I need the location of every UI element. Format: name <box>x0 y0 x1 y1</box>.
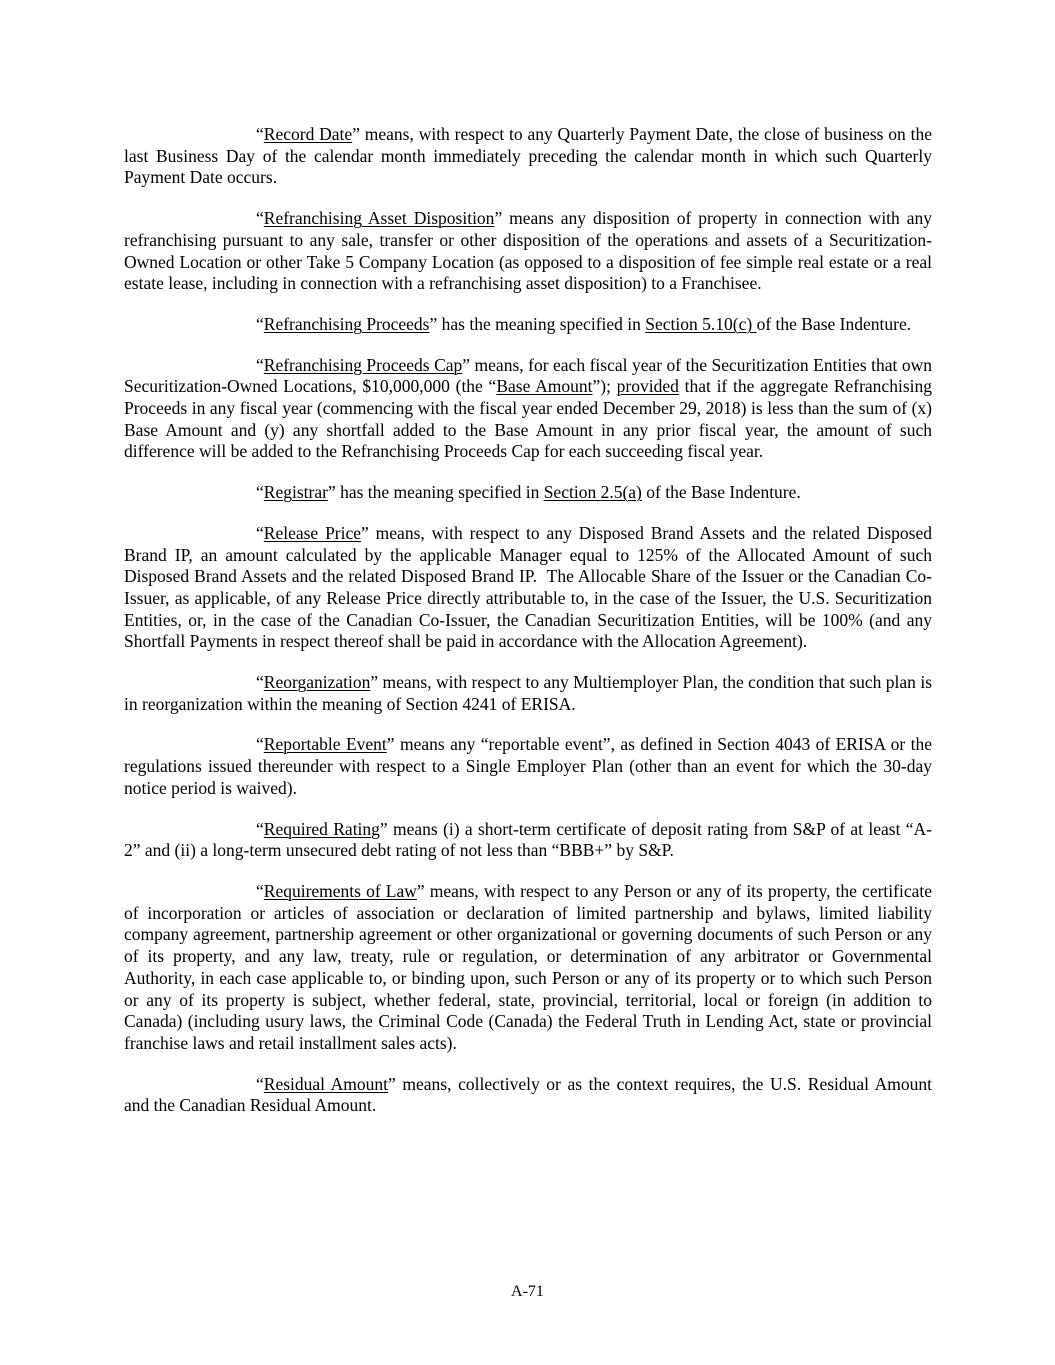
open-quote: “ <box>256 522 264 543</box>
definition-text: of the Base Indenture. <box>756 313 912 334</box>
definition-text: of the Base Indenture. <box>641 482 801 503</box>
proviso-term: provided <box>616 376 679 397</box>
definition-refranchising-asset-disposition <box>124 208 932 295</box>
open-quote: “ <box>256 818 264 839</box>
definition-refranchising-proceeds-cap <box>124 355 932 464</box>
definition-text: ” means, with respect to any Multiemployer Plan, the condition that such plan is in reorganization within the meaning of Section 4241 of ERISA. <box>124 672 932 714</box>
defined-term: Registrar <box>263 482 328 503</box>
definition-text: that if the aggregate Refranchising Proceeds in any fiscal year (commencing with the fiscal year ended December 29, 2018) is less than the sum of (x) Base Amount and (y) any shortfall added to the Base Amount in any prior fiscal year, the amount of such difference will be added to the Refranchising Proceeds Cap for each succeeding fiscal year. <box>124 376 932 462</box>
open-quote: “ <box>256 734 264 755</box>
open-quote: “ <box>256 124 264 144</box>
definition-text: ” means, with respect to any Person or any of its property, the certificate of incorporation or articles of association or declaration of limited partnership and bylaws, limited liability company agreement, partnership agreement or other organizational or governing documents of such Person or any of its property, and any law, treaty, rule or regulation, or determination of any arbitrator or Governmental Authority, in each case applicable to, or binding upon, such Person or any of its property or to which such Person or any of its property is subject, whether federal, state, provincial, territorial, local or foreign (in addition to Canada) (including usury laws, the Criminal Code (Canada) the Federal Truth in Lending Act, state or provincial franchise laws and retail installment sales acts). <box>124 880 932 1053</box>
page-number: A-71 <box>511 1283 544 1300</box>
definition-reportable-event <box>124 734 932 799</box>
definition-reorganization <box>124 672 932 715</box>
definition-text: ”); <box>592 376 617 397</box>
open-quote: “ <box>256 482 264 503</box>
definition-text: ” means, collectively or as the context requires, the U.S. Residual Amount and the Canadian Residual Amount. <box>124 1073 933 1116</box>
definition-refranchising-proceeds <box>124 314 932 336</box>
definition-requirements-of-law <box>124 881 932 1055</box>
open-quote: “ <box>256 1073 264 1094</box>
defined-term: Refranchising Proceeds Cap <box>263 354 463 375</box>
definition-release-price <box>124 522 937 653</box>
definition-text: ” has the meaning specified in <box>327 482 544 503</box>
defined-term: Required Rating <box>263 818 380 839</box>
defined-term: Refranchising Asset Disposition <box>263 208 495 229</box>
defined-term: Refranchising Proceeds <box>263 313 430 334</box>
definition-residual-amount <box>124 1074 932 1117</box>
definition-text: ” means any disposition of property in connection with any refranchising pursuant to any sale, transfer or other disposition of the operations and assets of a Securitization-Owned Location or other Take 5 Company Location (as opposed to a disposition of fee simple real estate or a real estate lease, including in connection with a refranchising asset disposition) to a Franchisee. <box>124 208 932 294</box>
definition-registrar <box>124 482 932 504</box>
defined-term: Base Amount <box>496 376 593 397</box>
open-quote: “ <box>256 208 264 229</box>
definition-required-rating <box>124 819 932 862</box>
open-quote: “ <box>256 313 264 334</box>
document-body <box>124 124 937 1136</box>
definition-text: ” means any “reportable event”, as defined in Section 4043 of ERISA or the regulations issued thereunder with respect to a Single Employer Plan (other than an event for which the 30-day notice period is waived). <box>124 734 932 798</box>
defined-term: Release Price <box>263 522 362 543</box>
open-quote: “ <box>256 354 264 375</box>
open-quote: “ <box>256 672 264 693</box>
open-quote: “ <box>256 880 264 901</box>
defined-term: Record Date <box>263 124 353 144</box>
definition-text: ” has the meaning specified in <box>429 313 646 334</box>
defined-term: Reportable Event <box>263 734 387 755</box>
defined-term: Requirements of Law <box>263 880 417 901</box>
defined-term: Residual Amount <box>263 1073 389 1094</box>
definition-text: ” means, with respect to any Disposed Brand Assets and the related Disposed Brand IP, an amount calculated by the applicable Manager equal to 125% of the Allocated Amount of such Disposed Brand Assets and the related Disposed Brand IP. The Allocable Share of the Issuer or the Canadian Co-Issuer, as applicable, of any Release Price directly attributable to, in the case of the Issuer, the U.S. Securitization Entities, or, in the case of the Canadian Co-Issuer, the Canadian Securitization Entities, will be 100% (and any Shortfall Payments in respect thereof shall be paid in accordance with the Allocation Agreement). <box>124 522 937 652</box>
section-reference: Section 5.10(c) <box>645 313 757 334</box>
definition-text: ” means, with respect to any Quarterly Payment Date, the close of business on the last Business Day of the calendar month immediately preceding the calendar month in which such Quarterly Payment Date occurs. <box>124 124 932 188</box>
definition-text: ” means (i) a short-term certificate of deposit rating from S&P of at least “A-2” and (ii) a long-term unsecured debt rating of not less than “BBB+” by S&P. <box>124 818 932 861</box>
definition-text: ” means, for each fiscal year of the Securitization Entities that own Securitization-Owned Locations, $10,000,000 (the “ <box>124 354 932 397</box>
definition-record-date <box>124 124 932 189</box>
section-reference: Section 2.5(a) <box>543 482 642 503</box>
defined-term: Reorganization <box>263 672 371 693</box>
